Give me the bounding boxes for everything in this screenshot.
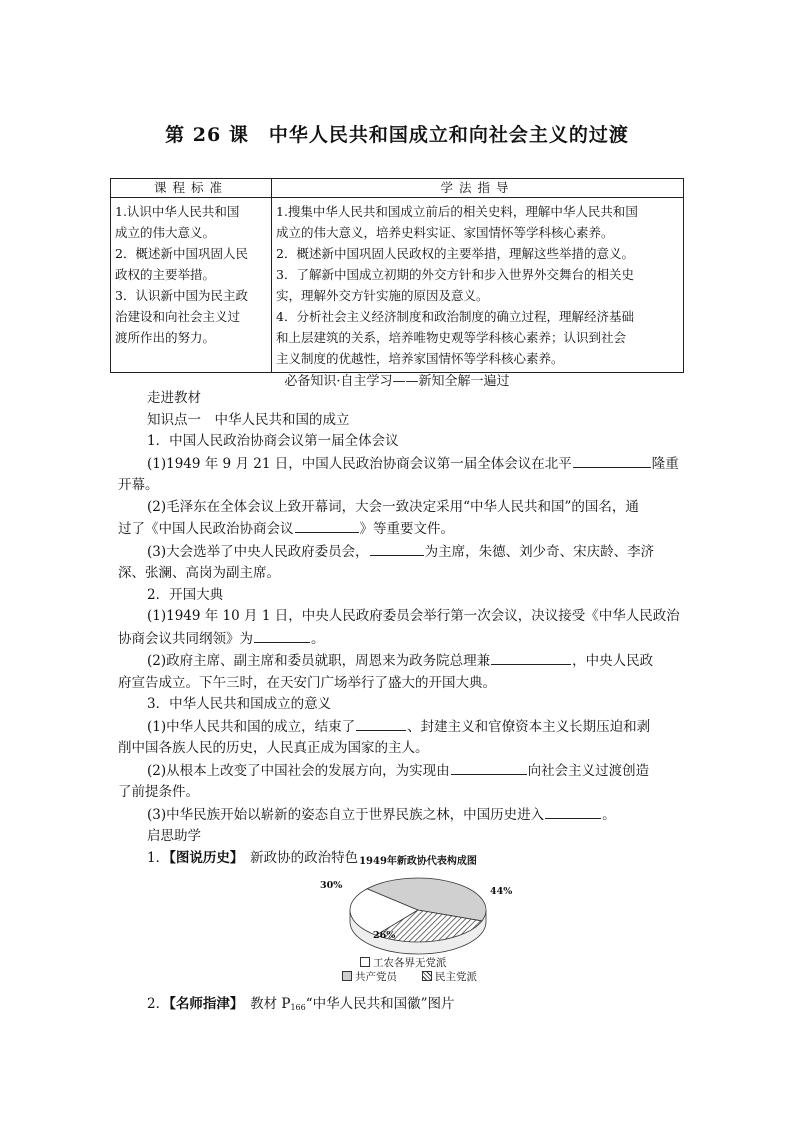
- curriculum-standard-cell: [111, 198, 272, 373]
- section-banner: 必备知识·自主学习——新知全解一遍过: [284, 374, 510, 389]
- pie-chart: [318, 852, 518, 984]
- legend-item-workers: 工农各界无党派: [360, 956, 447, 970]
- fill-blank[interactable]: [545, 804, 601, 819]
- standard-line: 3．认识新中国为民主政: [115, 288, 248, 303]
- tag-picture-history: 【图说历史】: [169, 849, 237, 866]
- legend-swatch-hatch: [422, 971, 432, 981]
- paragraph-3: (3)大会选举了中央人民政府委员会， 为主席，朱德、刘少奇、宋庆龄、李济: [118, 541, 676, 564]
- standard-line: 1.认识中华人民共和国: [115, 204, 240, 219]
- guidance-line: 成立的伟大意义，培养史料实证、家国情怀等学科核心素养。: [276, 225, 614, 240]
- fill-blank[interactable]: [451, 760, 527, 775]
- legend-swatch-gray: [342, 971, 352, 981]
- main-content: [118, 388, 680, 869]
- subheading-2: 2．开国大典: [147, 586, 224, 603]
- pie-label-workers: 26%: [373, 930, 396, 941]
- study-guidance-cell: [272, 198, 684, 373]
- subheading-3: 3．中华人民共和国成立的意义: [147, 696, 332, 712]
- legend-swatch-white: [360, 957, 370, 967]
- curriculum-table: [110, 178, 684, 373]
- paragraph-6: (1)中华人民共和国的成立，结束了 、封建主义和官僚资本主义长期压迫和剥: [118, 716, 676, 739]
- think-heading: 启思助学: [147, 828, 201, 844]
- paragraph-4-cont: 协商会议共同纲领》为 。: [118, 628, 676, 651]
- paragraph-1: (1)1949 年 9 月 21 日，中国人民政治协商会议第一届全体会议在北平 隆重: [118, 453, 676, 476]
- paragraph-8: (3)中华民族开始以崭新的姿态自立于世界民族之林，中国历史进入 。: [118, 804, 676, 827]
- guidance-line: 1.搜集中华人民共和国成立前后的相关史料，理解中华人民共和国: [276, 204, 638, 219]
- tag-teacher-guide: 【名师指津】: [169, 996, 237, 1012]
- standard-line: 2．概述新中国巩固人民: [115, 246, 248, 261]
- fill-blank[interactable]: [491, 650, 571, 665]
- standard-line: 治建设和向社会主义过: [115, 309, 241, 324]
- header-curriculum-standard: 课程标准: [111, 179, 272, 198]
- pie-label-democratic: 30%: [320, 880, 343, 891]
- guidance-line: 和上层建筑的关系，培养唯物史观等学科核心素养；认识到社会: [276, 330, 627, 345]
- knowledge-point-heading: 知识点一 中华人民共和国的成立: [147, 411, 350, 428]
- legend-item-democratic: 民主党派: [422, 970, 477, 984]
- guidance-line: 3．了解新中国成立初期的外交方针和步入世界外交舞台的相关史: [276, 267, 634, 282]
- guidance-line: 主义制度的优越性，培养家国情怀等学科核心素养。: [276, 351, 564, 366]
- paragraph-2-cont: 过了《中国人民政治协商会议 》等重要文件。: [118, 518, 676, 541]
- fill-blank[interactable]: [295, 518, 359, 533]
- paragraph-5-cont: 府宣告成立。下午三时，在天安门广场举行了盛大的开国大典。: [118, 674, 496, 691]
- guidance-line: 2．概述新中国巩固人民政权的主要举措，理解这些举措的意义。: [276, 246, 634, 261]
- fill-blank[interactable]: [356, 716, 406, 731]
- paragraph-6-cont: 削中国各族人民的历史，人民真正成为国家的主人。: [118, 740, 429, 756]
- paragraph-4: (1)1949 年 10 月 1 日，中央人民政府委员会举行第一次会议，决议接受《中华人民政治: [147, 608, 680, 624]
- intro-heading: 走进教材: [147, 390, 201, 406]
- paragraph-1-cont: 开幕。: [118, 477, 159, 493]
- guidance-line: 4．分析社会主义经济制度和政治制度的确立过程，理解经济基础: [276, 309, 634, 324]
- pie-chart-svg: [318, 868, 518, 968]
- fill-blank[interactable]: [573, 453, 651, 468]
- fill-blank[interactable]: [254, 628, 310, 643]
- fill-blank[interactable]: [370, 541, 424, 556]
- legend-item-communist: 共产党员: [342, 970, 397, 984]
- paragraph-2: (2)毛泽东在全体会议上致开幕词，大会一致决定采用“中华人民共和国”的国名，通: [147, 498, 639, 515]
- paragraph-5: (2)政府主席、副主席和委员就职，周恩来为政务院总理兼 ，中央人民政: [118, 650, 676, 673]
- question-1: 1．【图说历史】 新政协的政治特色: [147, 849, 359, 866]
- standard-line: 渡所作出的努力。: [115, 330, 216, 345]
- question-2-block: [118, 994, 676, 1019]
- guidance-line: 实，理解外交方针实施的原因及意义。: [276, 288, 489, 303]
- pie-label-communist: 44%: [490, 886, 513, 897]
- standard-line: 政权的主要举措。: [115, 267, 216, 282]
- subheading-1: 1．中国人民政治协商会议第一届全体会议: [147, 433, 399, 449]
- header-study-guidance: 学法指导: [272, 179, 684, 198]
- chart-title: 1949年新政协代表构成图: [359, 856, 477, 867]
- paragraph-7-cont: 了前提条件。: [118, 784, 199, 800]
- standard-line: 成立的伟大意义。: [115, 225, 216, 240]
- lesson-title: 第 26 课 中华人民共和国成立和向社会主义的过渡: [165, 124, 629, 146]
- question-2: 2．【名师指津】 教材 $P_{166}“$中华人民共和国徽”图片: [147, 996, 455, 1012]
- paragraph-7: (2)从根本上改变了中国社会的发展方向，为实现由 向社会主义过渡创造: [118, 760, 676, 783]
- paragraph-3-cont: 深、张澜、高岗为副主席。: [118, 565, 280, 581]
